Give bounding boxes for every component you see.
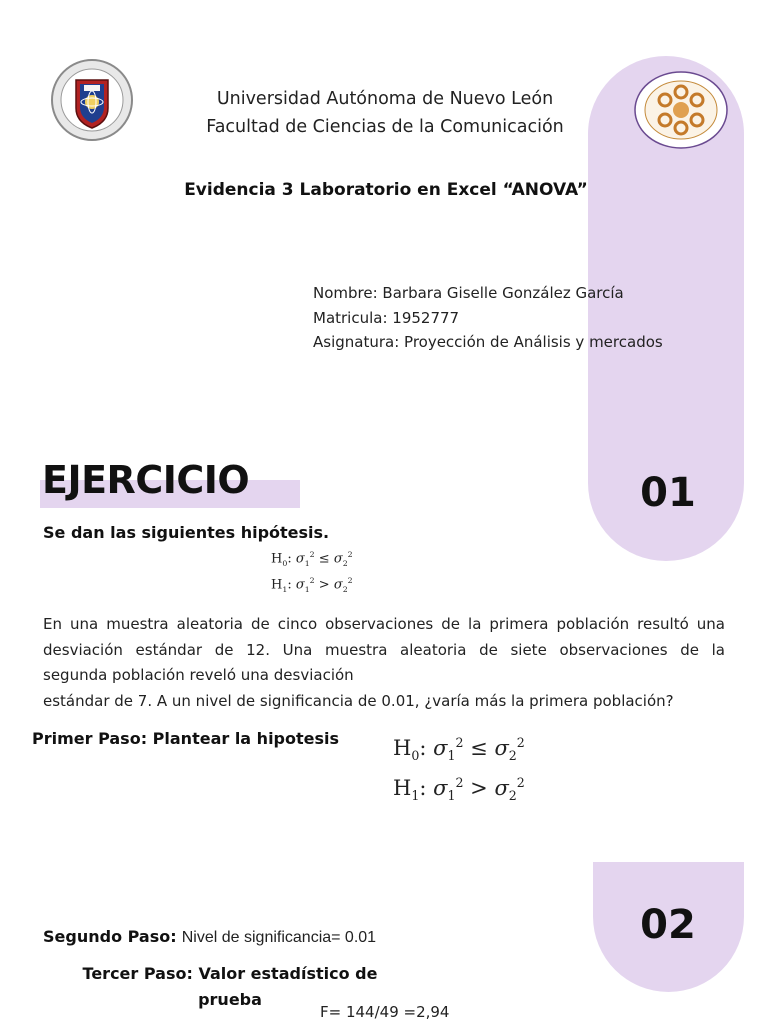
university-name: Universidad Autónoma de Nuevo León bbox=[216, 89, 554, 109]
exercise-number: 01 bbox=[640, 470, 696, 516]
hypothesis-h0-small: $H_0$: $\sigma_1^2 \le \sigma_2^2$ bbox=[271, 550, 353, 568]
statement-line-3: segunda población reveló una desviación bbox=[43, 666, 354, 684]
step3-label-line1: Tercer Paso: Valor estadístico de bbox=[82, 964, 378, 983]
uanl-logo bbox=[50, 58, 134, 142]
student-name: Nombre: Barbara Giselle González García bbox=[313, 284, 624, 302]
hypothesis-h1-large: $H_1$: $\sigma_1^2 > \sigma_2^2$ bbox=[393, 775, 525, 804]
hypothesis-h0-large: $H_0$: $\sigma_1^2 \le \sigma_2^2$ bbox=[393, 735, 525, 764]
step3-label-line2: prueba bbox=[198, 990, 262, 1009]
document-title: Evidencia 3 Laboratorio en Excel “ANOVA” bbox=[184, 180, 588, 200]
fcc-logo bbox=[633, 70, 729, 150]
step-number-02: 02 bbox=[640, 902, 696, 948]
statement-line-1: En una muestra aleatoria de cinco observaciones de la primera población resultó una bbox=[43, 615, 725, 633]
exercise-subtitle: Se dan las siguientes hipótesis. bbox=[43, 523, 330, 542]
course-name: Asignatura: Proyección de Análisis y mercados bbox=[313, 333, 663, 351]
decorative-pill-top-base bbox=[588, 300, 744, 430]
hypothesis-h1-small: $H_1$: $\sigma_1^2 > \sigma_2^2$ bbox=[271, 576, 353, 594]
exercise-statement bbox=[43, 612, 725, 714]
step3-formula: F= 144/49 =2,94 bbox=[320, 1003, 450, 1021]
step2-value: Nivel de significancia= 0.01 bbox=[181, 929, 377, 946]
statement-line-4: estándar de 7. A un nivel de significancia de 0.01, ¿varía más la primera población? bbox=[43, 691, 674, 710]
faculty-name: Facultad de Ciencias de la Comunicación bbox=[206, 117, 564, 137]
exercise-heading: EJERCICIO bbox=[42, 458, 250, 502]
step2-label: Segundo Paso: bbox=[43, 927, 177, 946]
statement-line-2: desviación estándar de 12. Una muestra aleatoria de siete observaciones de la bbox=[43, 640, 725, 659]
student-id: Matricula: 1952777 bbox=[313, 309, 460, 327]
step2-row bbox=[43, 927, 376, 947]
step1-label: Primer Paso: Plantear la hipotesis bbox=[32, 729, 340, 748]
